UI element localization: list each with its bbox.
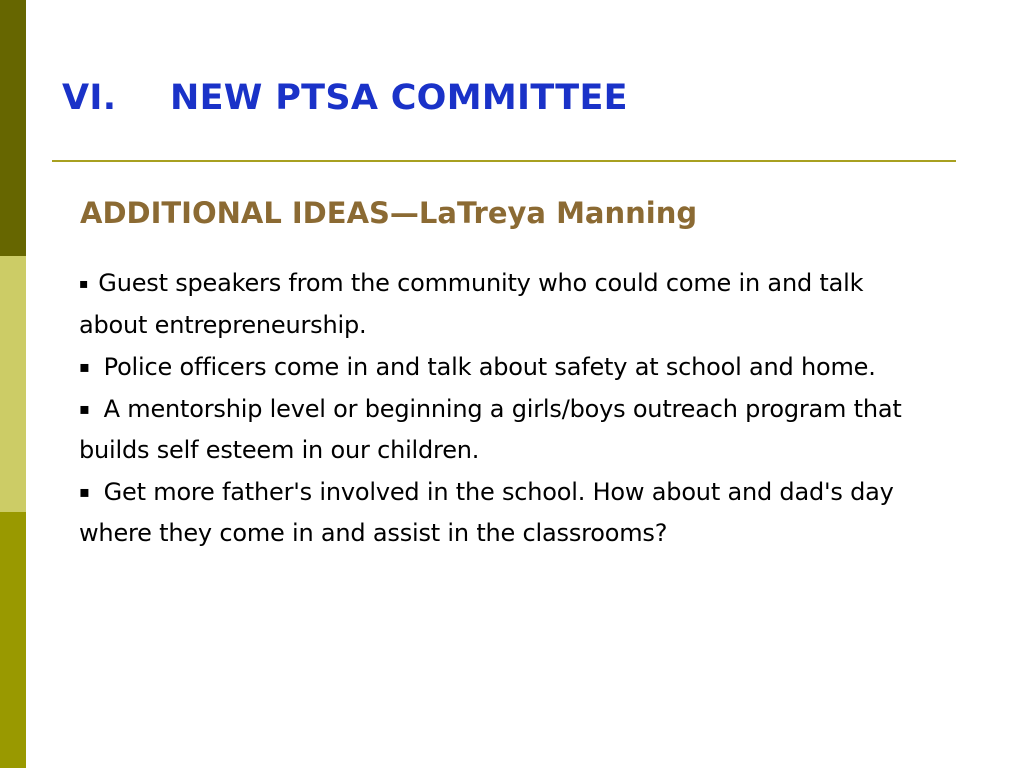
list-item: [79, 263, 929, 346]
side-bar-segment-middle: [0, 256, 26, 512]
side-bar-segment-top: [0, 0, 26, 256]
list-item: [79, 388, 929, 471]
slide-title: [62, 78, 628, 118]
list-item: [79, 471, 929, 554]
slide-subtitle: ADDITIONAL IDEAS—LaTreya Manning: [80, 196, 698, 230]
section-number: VI.: [62, 78, 117, 118]
side-accent-bar: [0, 0, 26, 768]
bullet-icon: ▪: [79, 276, 89, 292]
bullet-list: [79, 263, 929, 554]
list-item-text: A mentorship level or beginning a girls/boys outreach program that builds self esteem in our children.: [79, 395, 902, 464]
bullet-icon: ▪: [79, 357, 90, 376]
title-text: NEW PTSA COMMITTEE: [170, 78, 628, 118]
list-item-text: Get more father's involved in the school. How about and dad's day where they come in and assist in the classrooms?: [79, 478, 894, 547]
list-item-text: Guest speakers from the community who could come in and talk about entrepreneurship.: [79, 269, 864, 339]
list-item: [79, 346, 929, 388]
bullet-icon: ▪: [79, 482, 90, 501]
list-item-text: Police officers come in and talk about safety at school and home.: [103, 353, 876, 381]
side-bar-segment-bottom: [0, 512, 26, 768]
bullet-icon: ▪: [79, 399, 90, 418]
title-divider: [52, 160, 956, 162]
